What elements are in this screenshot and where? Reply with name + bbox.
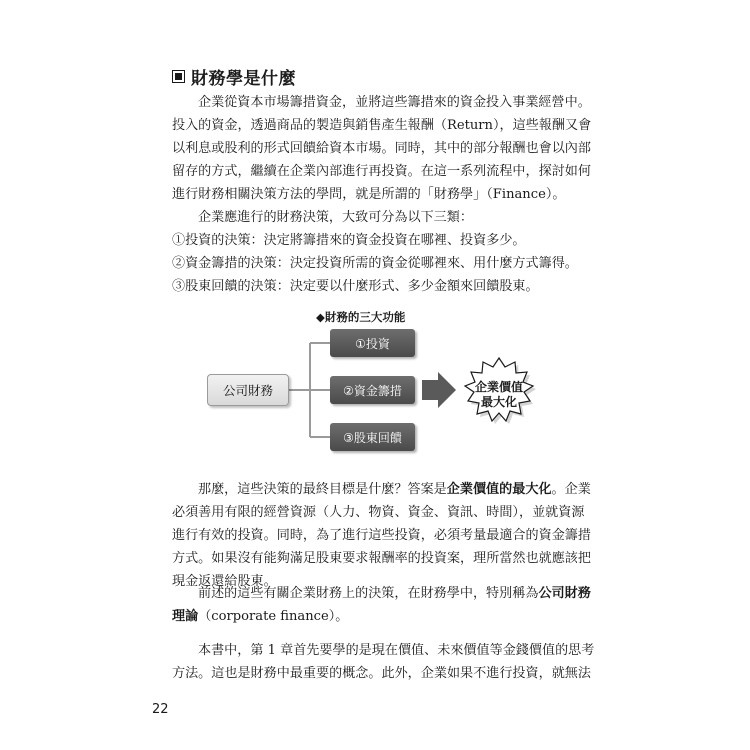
paragraph-corporate-finance: [172, 582, 591, 628]
list-item-shareholder-return: ③股東回饋的決策：決定要以什麼形式、多少金額來回饋股東。: [172, 279, 539, 294]
text-span: 那麼，這些決策的最終目標是什麼？答案是: [198, 482, 447, 497]
function-box-shareholder-return: ③股東回饋: [330, 423, 415, 451]
page-number: 22: [152, 702, 169, 717]
goal-line: 企業價值: [474, 380, 523, 394]
text-line: [172, 605, 584, 628]
section-title: 財務學是什麼: [191, 69, 296, 89]
goal-line: 最大化: [480, 395, 517, 409]
text-line: [172, 582, 591, 605]
company-finance-box: 公司財務: [207, 374, 289, 406]
paragraph-goal: [172, 478, 591, 593]
text-span: 。企業: [551, 482, 591, 497]
list-item-investment: ①投資的決策：決定將籌措來的資金投資在哪裡、投資多少。: [172, 233, 526, 248]
arrow-right-icon: [422, 372, 456, 408]
text-line: 企業從資本市場籌措資金，並將這些籌措來的資金投入事業經營中。: [198, 95, 591, 110]
text-line: 現金返還給股東。: [172, 574, 277, 589]
emphasis-text: 理論: [172, 609, 199, 624]
text-line: 投入的資金，透過商品的製造與銷售產生報酬（Return），這些報酬又會: [172, 118, 592, 133]
function-box-investment: ①投資: [330, 329, 415, 357]
text-line: 方式。如果沒有能夠滿足股東要求報酬率的投資案，理所當然也就應該把: [172, 551, 591, 566]
emphasis-text: 企業價值的最大化: [446, 482, 552, 497]
list-item-financing: ②資金籌措的決策：決定投資所需的資金從哪裡來、用什麼方式籌得。: [172, 256, 578, 271]
text-line: 進行財務相關決策方法的學問，就是所謂的「財務學」（Finance）。: [172, 187, 566, 202]
function-box-financing: ②資金籌措: [330, 376, 415, 404]
emphasis-text: 公司財務: [538, 586, 591, 601]
text-line: 留存的方式，繼續在企業內部進行再投資。在這一系列流程中，探討如何: [172, 164, 591, 179]
goal-label: [460, 380, 538, 410]
text-line: 企業應進行的財務決策，大致可分為以下三類：: [198, 210, 473, 225]
text-line: [172, 478, 591, 501]
figure-title: ◆財務的三大功能: [316, 310, 406, 324]
text-span: （corporate finance）。: [198, 609, 349, 624]
text-line: 必須善用有限的經營資源（人力、物資、資金、資訊、時間），並就資源: [172, 505, 585, 520]
text-line: 進行有效的投資。同時，為了進行這些投資，必須考量最適合的資金籌措: [172, 528, 591, 543]
text-line: 方法。這也是財務中最重要的概念。此外，企業如果不進行投資，就無法: [172, 666, 591, 681]
paragraph-book-overview: [172, 639, 595, 685]
text-line: 以利息或股利的形式回饋給資本市場。同時，其中的部分報酬也會以內部: [172, 141, 591, 156]
text-span: 前述的這些有關企業財務上的決策，在財務學中，特別稱為: [198, 586, 539, 601]
text-line: 本書中，第 1 章首先要學的是現在價值、未來價值等金錢價值的思考: [198, 643, 595, 658]
